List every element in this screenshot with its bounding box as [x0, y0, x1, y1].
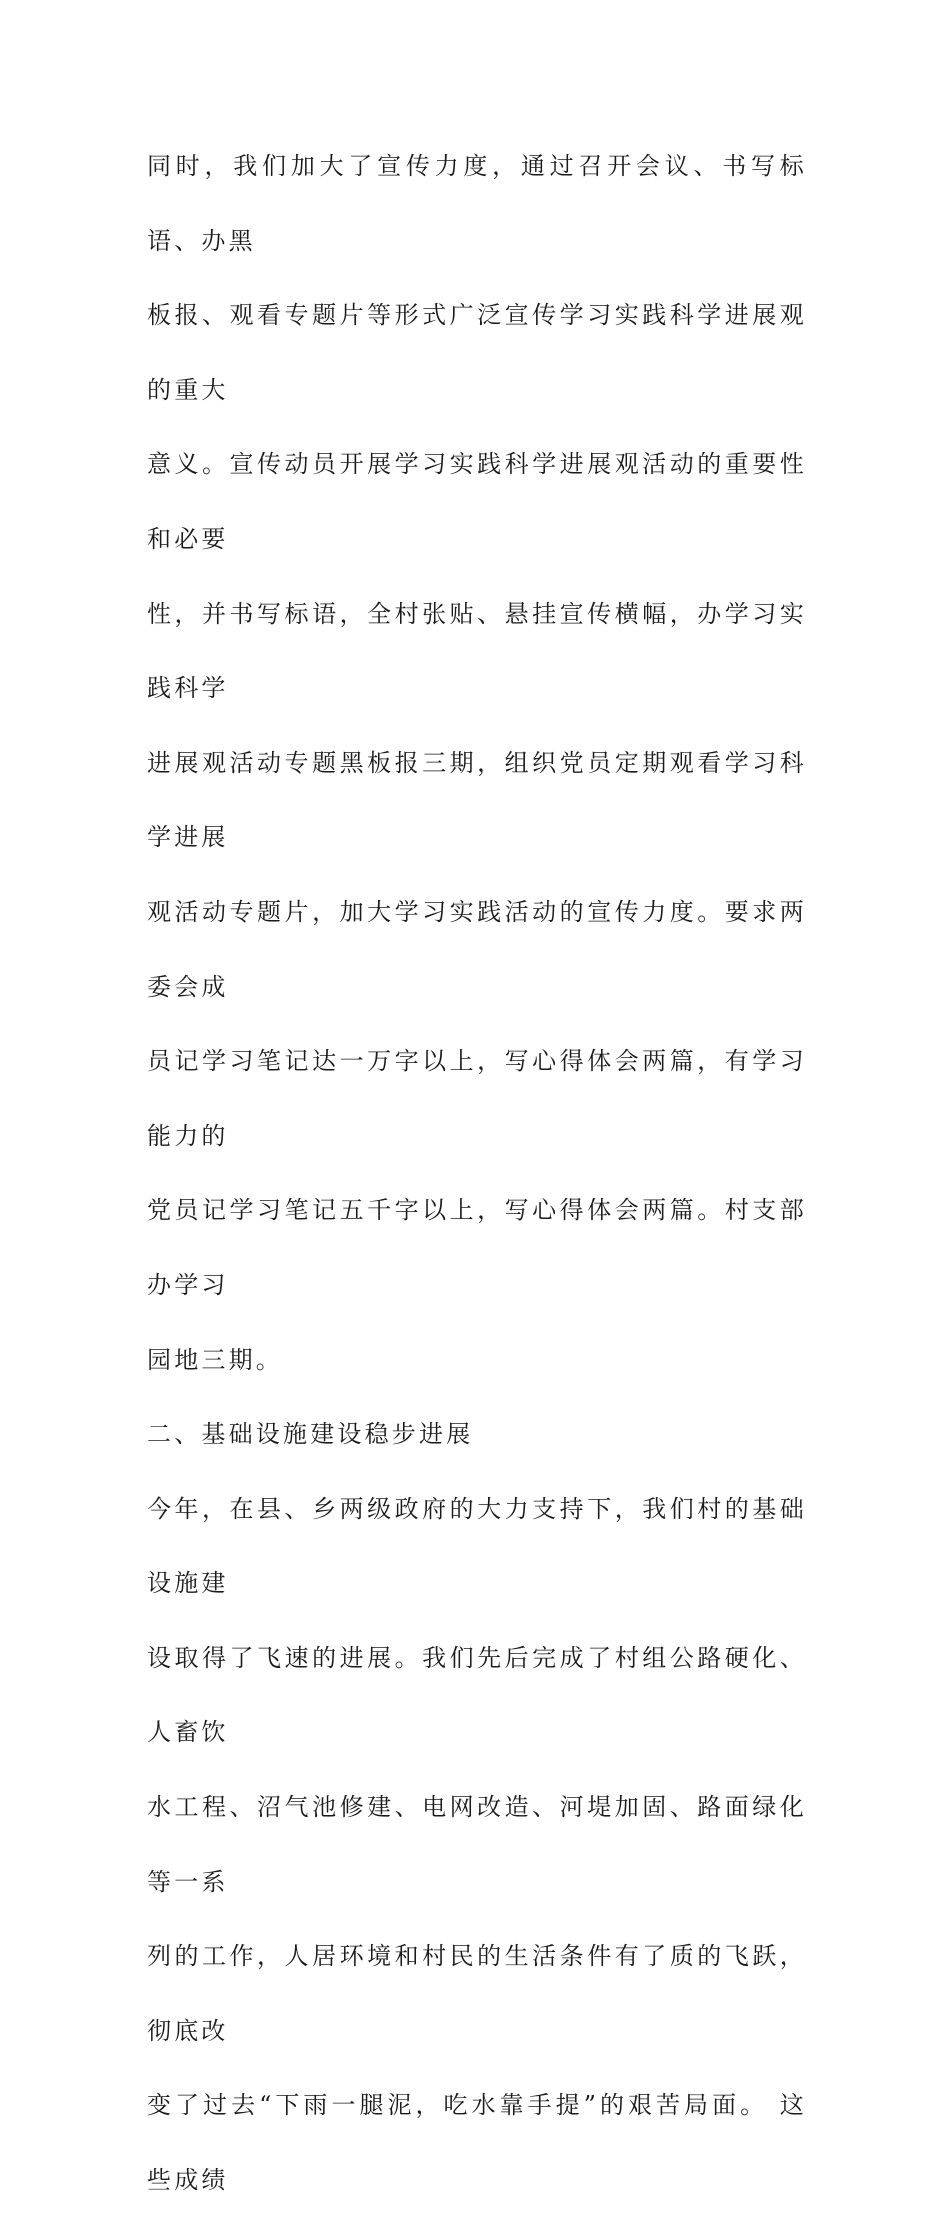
- paragraph-infrastructure: [147, 1472, 807, 2218]
- text-line: 观活动专题片，加大学习实践活动的宣传力度。要求两委会成: [147, 897, 807, 1001]
- text-line: 进展观活动专题黑板报三期，组织党员定期观看学习科学进展: [147, 748, 807, 852]
- text-line: 性，并书写标语，全村张贴、悬挂宣传横幅，办学习实践科学: [147, 599, 807, 703]
- text-line: 板报、观看专题片等形式广泛宣传学习实践科学进展观的重大: [147, 301, 807, 404]
- section-heading: 二、基础设施建设稳步进展: [147, 1420, 474, 1449]
- text-line: 水工程、沼气池修建、电网改造、河堤加固、路面绿化等一系: [147, 1793, 807, 1896]
- document-body: [147, 129, 807, 2218]
- text-line: 设取得了飞速的进展。我们先后完成了村组公路硬化、人畜饮: [147, 1643, 807, 1747]
- text-line: 今年，在县、乡两级政府的大力支持下，我们村的基础设施建: [147, 1494, 807, 1598]
- text-line: 意义。宣传动员开展学习实践科学进展观活动的重要性和必要: [147, 450, 807, 553]
- text-line: 列的工作，人居环境和村民的生活条件有了质的飞跃，彻底改: [147, 1942, 807, 2045]
- text-line: 变了过去“下雨一腿泥，吃水靠手提”的艰苦局面。 这些成绩: [147, 2091, 807, 2195]
- paragraph-publicity: [147, 129, 807, 1397]
- text-line: 员记学习笔记达一万字以上，写心得体会两篇，有学习能力的: [147, 1047, 807, 1150]
- text-line: 园地三期。: [147, 1345, 283, 1374]
- text-line: 党员记学习笔记五千字以上，写心得体会两篇。村支部办学习: [147, 1196, 807, 1299]
- text-line: 同时，我们加大了宣传力度，通过召开会议、书写标语、办黑: [147, 152, 807, 255]
